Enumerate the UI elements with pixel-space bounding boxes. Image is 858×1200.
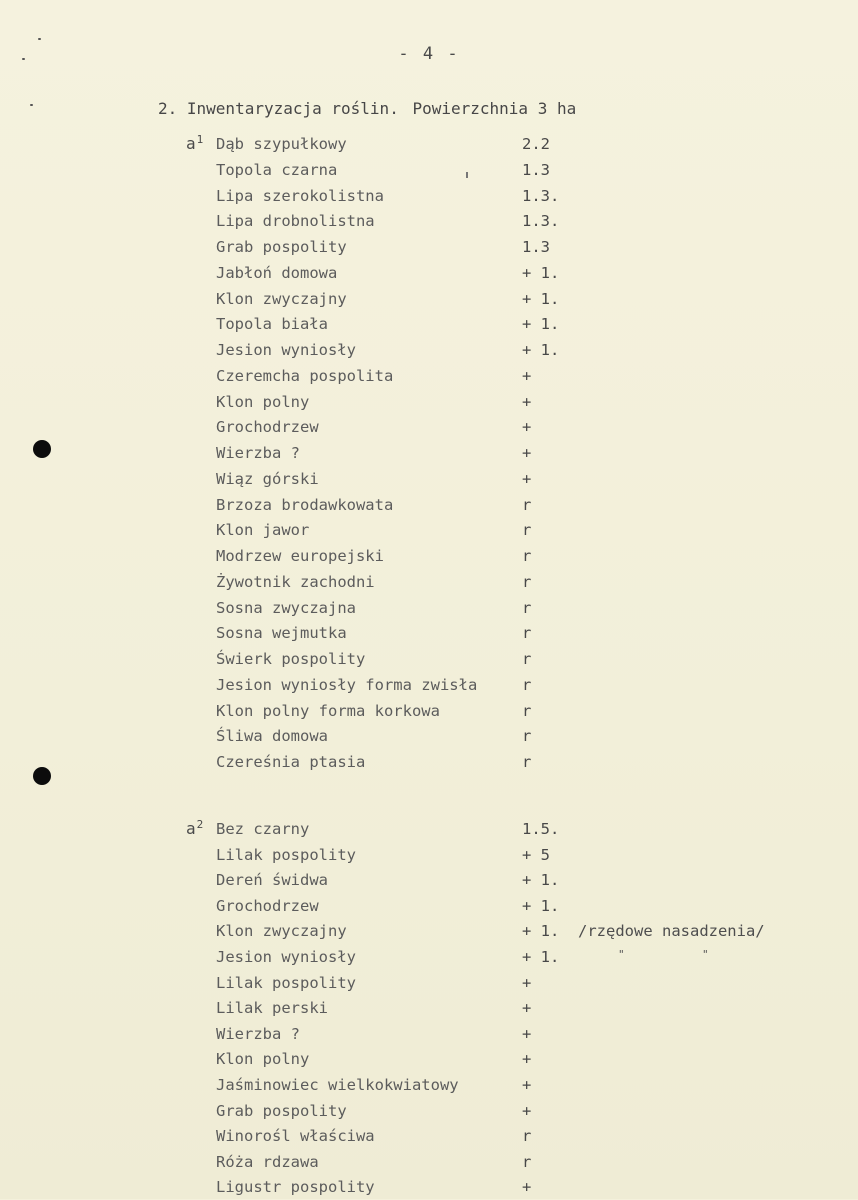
plant-abundance: 2.2 <box>522 135 550 153</box>
plant-name: Świerk pospolity <box>216 650 366 668</box>
plant-name: Klon zwyczajny <box>216 922 347 941</box>
plant-abundance: + 1. <box>522 922 560 941</box>
plant-name: Czeremcha pospolita <box>216 366 394 385</box>
plant-name: Jabłoń domowa <box>216 263 338 282</box>
plant-abundance: 1.3 <box>522 238 550 256</box>
plant-abundance: + 5 <box>522 845 550 864</box>
plant-name: Brzoza brodawkowata <box>216 495 394 514</box>
plant-name: Dereń świdwa <box>216 871 328 890</box>
plant-name: Czereśnia ptasia <box>216 753 366 771</box>
plant-abundance: r <box>522 727 532 746</box>
plant-abundance: r <box>522 547 532 565</box>
plant-note: /rzędowe nasadzenia/ <box>578 922 765 941</box>
heading-title: 2. Inwentaryzacja roślin. <box>158 99 399 118</box>
plant-abundance: + 1. <box>522 315 560 334</box>
plant-name: Klon zwyczajny <box>216 289 347 308</box>
plant-abundance: r <box>522 624 532 643</box>
paper-mark <box>466 172 468 178</box>
plant-abundance: + 1. <box>522 896 560 915</box>
plant-abundance: + 1. <box>522 263 560 282</box>
plant-abundance: 1.3. <box>522 212 560 231</box>
plant-abundance: r <box>522 701 532 720</box>
plant-name: Winorośl właściwa <box>216 1127 375 1146</box>
plant-abundance: + <box>522 392 532 411</box>
section-label-letter: a <box>186 819 196 838</box>
plant-name: Grochodrzew <box>216 896 319 915</box>
plant-abundance: + 1. <box>522 289 560 308</box>
plant-name: Klon jawor <box>216 521 310 540</box>
plant-abundance: r <box>522 1152 532 1171</box>
plant-name: Ligustr pospolity <box>216 1178 375 1197</box>
page-number: - 4 - <box>398 44 460 64</box>
plant-name: Śliwa domowa <box>216 727 328 746</box>
plant-abundance: + 1. <box>522 341 560 359</box>
plant-name: Bez czarny <box>216 820 310 838</box>
plant-name: Klon polny forma korkowa <box>216 701 440 720</box>
plant-abundance: + <box>522 444 532 462</box>
plant-abundance: + <box>522 1024 532 1043</box>
plant-name: Lilak pospolity <box>216 845 356 864</box>
plant-name: Wierzba ? <box>216 1024 300 1043</box>
section-label-a2 <box>186 818 203 838</box>
plant-name: Wierzba ? <box>216 444 300 462</box>
plant-abundance: + <box>522 1178 532 1197</box>
plant-abundance: + <box>522 366 532 385</box>
section-label-a1 <box>186 133 203 153</box>
plant-abundance: 1.5. <box>522 820 560 838</box>
paper-speck <box>30 104 33 106</box>
plant-abundance: + <box>522 999 532 1018</box>
plant-name: Topola czarna <box>216 160 338 179</box>
plant-name: Sosna zwyczajna <box>216 598 356 617</box>
paper-speck <box>38 38 41 40</box>
heading-area: Powierzchnia 3 ha <box>412 99 577 118</box>
plant-name: Jesion wyniosły <box>216 948 356 966</box>
plant-name: Róża rdzawa <box>216 1152 319 1171</box>
plant-name: Lipa drobnolistna <box>216 212 375 231</box>
plant-name: Wiąz górski <box>216 469 319 488</box>
plant-abundance: r <box>522 572 532 591</box>
plant-abundance: r <box>522 650 532 668</box>
plant-abundance: + <box>522 469 532 488</box>
plant-name: Topola biała <box>216 315 328 334</box>
plant-name: Modrzew europejski <box>216 547 384 565</box>
plant-name: Grochodrzew <box>216 418 319 437</box>
section-heading <box>158 99 576 118</box>
plant-abundance: + <box>522 973 532 992</box>
plant-abundance: + <box>522 418 532 437</box>
plant-abundance: r <box>522 675 532 694</box>
plant-abundance: 1.3. <box>522 186 560 205</box>
plant-name: Grab pospolity <box>216 1101 347 1120</box>
plant-name: Jesion wyniosły forma zwisła <box>216 675 478 694</box>
ditto-mark: " <box>618 948 625 961</box>
plant-abundance: + <box>522 1050 532 1069</box>
section-label-sup: 2 <box>196 818 204 831</box>
plant-name: Jaśminowiec wielkokwiatowy <box>216 1076 459 1094</box>
punch-hole-bottom <box>33 767 51 785</box>
plant-abundance: r <box>522 521 532 540</box>
punch-hole-top <box>33 440 51 458</box>
plant-abundance: r <box>522 598 532 617</box>
plant-name: Dąb szypułkowy <box>216 135 347 153</box>
plant-abundance: + 1. <box>522 948 560 966</box>
plant-name: Grab pospolity <box>216 238 347 256</box>
plant-name: Klon polny <box>216 1050 310 1069</box>
section-label-sup: 1 <box>196 133 204 146</box>
plant-abundance: r <box>522 1127 532 1146</box>
plant-abundance: r <box>522 495 532 514</box>
ditto-mark: " <box>702 948 709 961</box>
plant-name: Żywotnik zachodni <box>216 572 375 591</box>
plant-abundance: 1.3 <box>522 160 550 179</box>
plant-name: Lilak perski <box>216 999 328 1018</box>
plant-name: Lilak pospolity <box>216 973 356 992</box>
plant-abundance: + <box>522 1076 532 1094</box>
plant-abundance: r <box>522 753 532 771</box>
plant-abundance: + 1. <box>522 871 560 890</box>
plant-name: Klon polny <box>216 392 310 411</box>
section-label-letter: a <box>186 134 196 153</box>
plant-abundance: + <box>522 1101 532 1120</box>
plant-name: Sosna wejmutka <box>216 624 347 643</box>
plant-name: Lipa szerokolistna <box>216 186 384 205</box>
plant-name: Jesion wyniosły <box>216 341 356 359</box>
